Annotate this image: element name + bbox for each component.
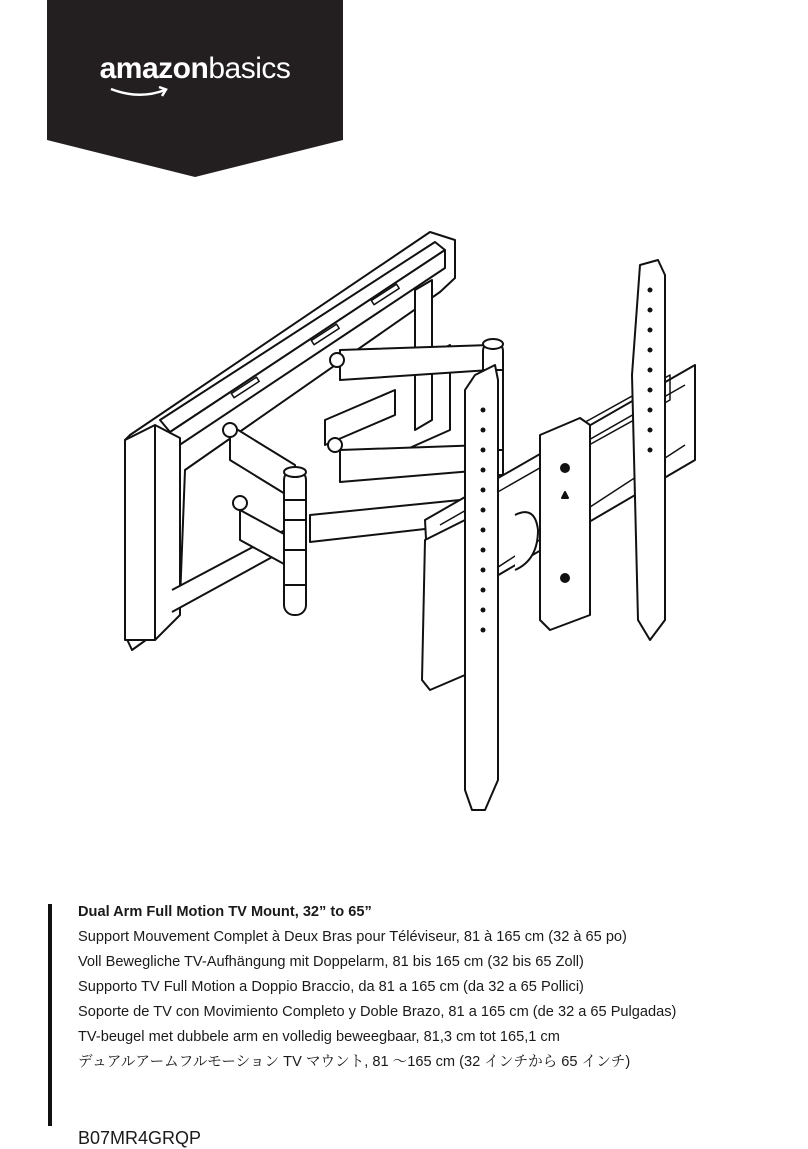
title-french: Support Mouvement Complet à Deux Bras pour Téléviseur, 81 à 165 cm (32 à 65 po) [78,929,627,945]
title-dutch: TV-beugel met dubbele arm en volledig beweegbaar, 81,3 cm tot 165,1 cm [78,1029,560,1045]
logo-part-basics: basics [208,52,291,85]
product-sku: B07MR4GRQP [78,1128,202,1148]
logo-part-amazon: amazon [99,52,209,85]
brand-banner [47,0,343,177]
title-japanese: デュアルアームフルモーション TV マウント, 81 〜165 cm (32 インチから 65 インチ) [78,1054,631,1070]
brand-logo [47,52,343,86]
banner-shape [47,0,343,177]
title-english: Dual Arm Full Motion TV Mount, 32” to 65” [78,904,372,920]
title-spanish: Soporte de TV con Movimiento Completo y Doble Brazo, 81 a 165 cm (de 32 a 65 Pulgadas) [78,1004,677,1020]
title-italian: Supporto TV Full Motion a Doppio Braccio, da 81 a 165 cm (da 32 a 65 Pollici) [78,979,584,995]
title-german: Voll Bewegliche TV-Aufhängung mit Doppelarm, 81 bis 165 cm (32 bis 65 Zoll) [78,954,584,970]
tv-wall-mount-illustration [110,220,710,820]
vertical-rule [48,904,52,1126]
multilingual-titles [78,900,676,1075]
smile-arrow-icon [109,86,171,100]
